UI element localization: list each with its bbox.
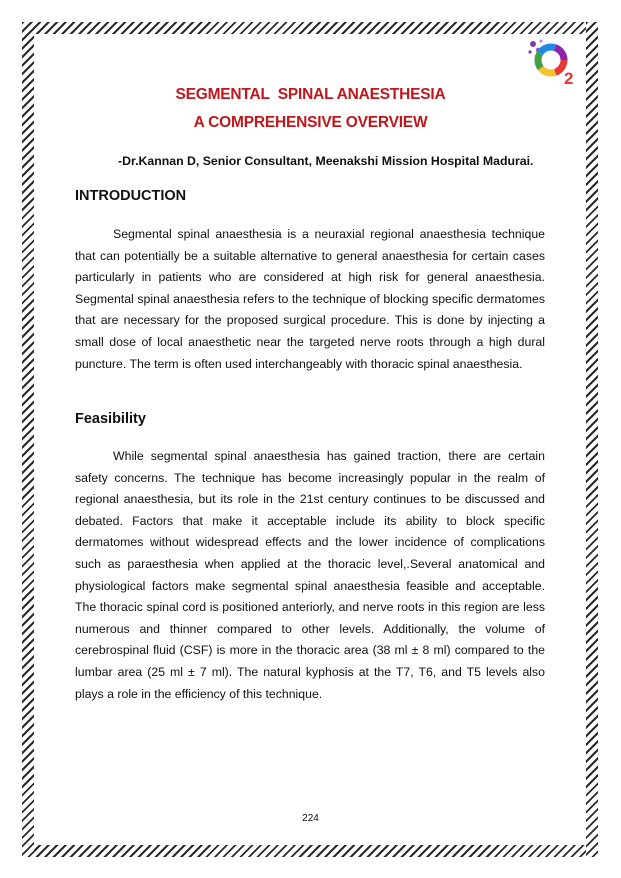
document-subtitle: A COMPREHENSIVE OVERVIEW xyxy=(193,114,428,131)
author-line: -Dr.Kannan D, Senior Consultant, Meenakshi Mission Hospital Madurai. xyxy=(118,154,534,168)
page-border-right xyxy=(586,22,598,857)
document-title: SEGMENTAL SPINAL ANAESTHESIA xyxy=(175,86,446,103)
page-border-top xyxy=(22,22,598,34)
page-border-bottom xyxy=(22,845,598,857)
feasibility-paragraph: While segmental spinal anaesthesia has gained traction, there are certain safety concerns. The technique has become increasingly popular in the realm of regional anaesthesia, but its role in the 21st century continues to be discussed and debated. Factors that make it acceptable include its ability to block specific dermatomes without widespread effects and the lower incidence of complications such as paraesthesia when applied at the thoracic level,.Several anatomical and physiological factors make segmental spinal anaesthesia feasible and acceptable. The thoracic spinal cord is positioned anteriorly, and nerve roots in this region are less numerous and thinner compared to other levels. Additionally, the volume of cerebrospinal fluid (CSF) is more in the thoracic area (38 ml ± 8 ml) compared to the lumbar area (25 ml ± 7 ml). The natural kyphosis at the T7, T6, and T5 levels also plays a role in the efficiency of this technique. xyxy=(75,449,545,701)
page-number: 224 xyxy=(302,813,319,824)
feasibility-heading: Feasibility xyxy=(75,411,146,427)
svg-text:2: 2 xyxy=(564,69,574,88)
introduction-paragraph: Segmental spinal anaesthesia is a neuraxial regional anaesthesia technique that can potentially be a suitable alternative to general anaesthesia for certain cases particularly in patients who are considered at high risk for general anaesthesia. Segmental spinal anaesthesia refers to the technique of blocking specific dermatomes that are necessary for the proposed surgical procedure. This is done by injecting a small dose of local anaesthetic near the targeted nerve roots through a high dural puncture. The term is often used interchangeably with thoracic spinal anaesthesia. xyxy=(75,227,545,371)
page-border-left xyxy=(22,22,34,857)
introduction-heading: INTRODUCTION xyxy=(75,188,187,204)
o2-logo-icon xyxy=(526,38,578,88)
